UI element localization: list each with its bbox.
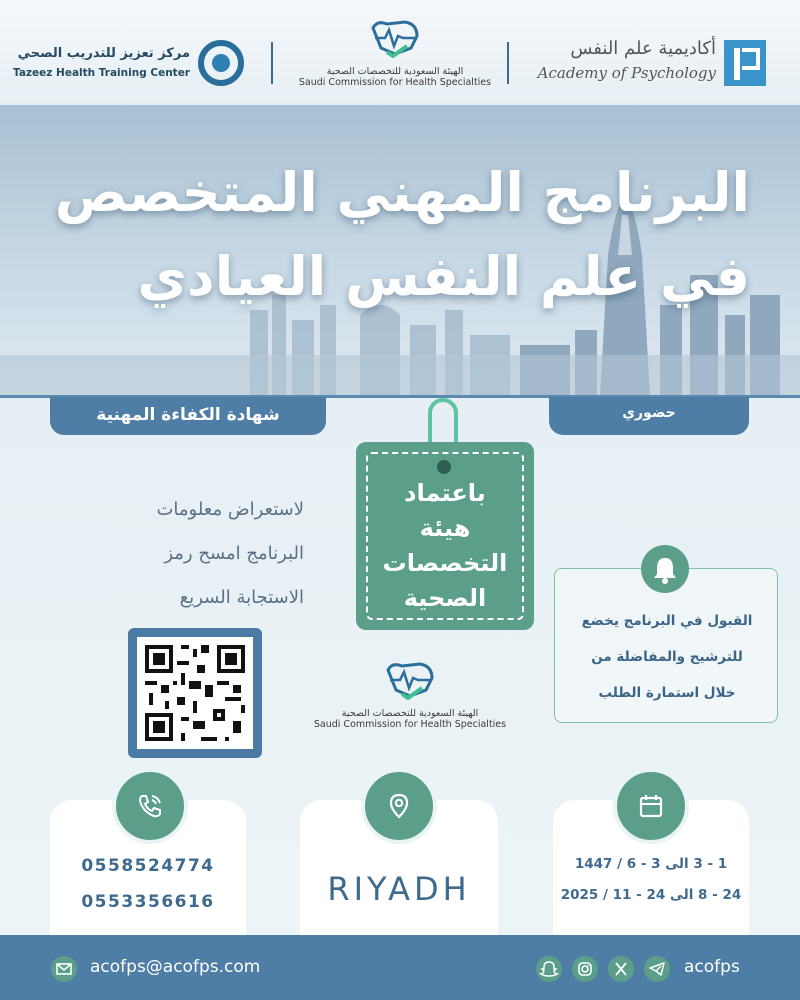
- social-handle[interactable]: acofps: [684, 957, 740, 977]
- phone-icon: [112, 768, 188, 844]
- scfhs-name-arabic: الهيئة السعودية للتخصصات الصحية: [326, 66, 464, 77]
- tazeez-name-arabic: مركز تعزيز للتدريب الصحي: [17, 46, 190, 61]
- notice-line: خلال استمارة الطلب: [598, 685, 736, 701]
- scfhs-logo-mark: [382, 660, 438, 700]
- badge-line: هيئة: [419, 514, 471, 542]
- accreditation-badge: [356, 442, 534, 630]
- academy-logo: [530, 36, 766, 88]
- scfhs-name-english: Saudi Commission for Health Specialties: [313, 719, 507, 730]
- qr-instructions: [60, 488, 304, 620]
- email-link[interactable]: acofps@acofps.com: [90, 957, 261, 977]
- location-pin-icon: [361, 768, 437, 844]
- tazeez-logo-mark: [198, 40, 244, 86]
- badge-text: [370, 476, 520, 616]
- telegram-icon[interactable]: [644, 956, 670, 982]
- scfhs-name-arabic: الهيئة السعودية للتخصصات الصحية: [341, 708, 479, 719]
- tazeez-logo: [13, 40, 244, 86]
- badge-line: التخصصات: [382, 549, 508, 577]
- qr-instructions-line: لاستعراض معلومات: [156, 499, 304, 520]
- qr-code-image[interactable]: [137, 637, 253, 749]
- academy-logo-mark: [724, 40, 766, 86]
- bell-icon: [641, 545, 689, 593]
- qr-pattern: [137, 637, 253, 749]
- notice-text: [555, 603, 779, 711]
- scfhs-logo-mark: [367, 18, 423, 58]
- qr-code[interactable]: [128, 628, 262, 758]
- program-title-line2: في علم النفس العيادي: [137, 245, 750, 308]
- notice-line: القبول في البرنامج يخضع: [581, 613, 753, 629]
- city-name: RIYADH: [327, 870, 471, 908]
- header-bar: [0, 0, 800, 105]
- date-gregorian: 24 - 8 الى 24 - 11 / 2025: [560, 887, 742, 903]
- calendar-icon: [613, 768, 689, 844]
- phone-number[interactable]: 0553356616: [81, 892, 215, 912]
- hero-banner: [0, 105, 800, 395]
- qr-instructions-line: البرنامج امسح رمز: [164, 543, 304, 564]
- header-divider: [507, 42, 509, 84]
- tazeez-name-english: Tazeez Health Training Center: [13, 67, 190, 79]
- academy-name-arabic: أكاديمية علم النفس: [570, 38, 716, 59]
- badge-hole: [437, 460, 451, 474]
- scfhs-name-english: Saudi Commission for Health Specialties: [298, 77, 492, 88]
- snapchat-icon[interactable]: [536, 956, 562, 982]
- notice-line: للترشيح والمفاضلة من: [591, 649, 743, 665]
- badge-line: الصحية: [403, 584, 487, 612]
- admission-notice: [554, 568, 778, 723]
- program-title-line1: البرنامج المهني المتخصص: [54, 161, 750, 224]
- qr-instructions-line: الاستجابة السريع: [179, 587, 304, 608]
- date-hijri: 1 - 3 الى 3 - 6 / 1447: [574, 856, 728, 872]
- instagram-icon[interactable]: [572, 956, 598, 982]
- x-icon[interactable]: [608, 956, 634, 982]
- scfhs-logo-header: [295, 18, 495, 100]
- attendance-mode-label: حضوري: [549, 397, 749, 435]
- certificate-label: شهادة الكفاءة المهنية: [50, 397, 326, 435]
- academy-name-english: Academy of Psychology: [537, 64, 716, 82]
- badge-line: باعتماد: [404, 479, 486, 507]
- envelope-icon: [51, 956, 77, 982]
- phone-number[interactable]: 0558524774: [81, 856, 215, 876]
- scfhs-logo-center: [305, 660, 515, 744]
- header-divider: [271, 42, 273, 84]
